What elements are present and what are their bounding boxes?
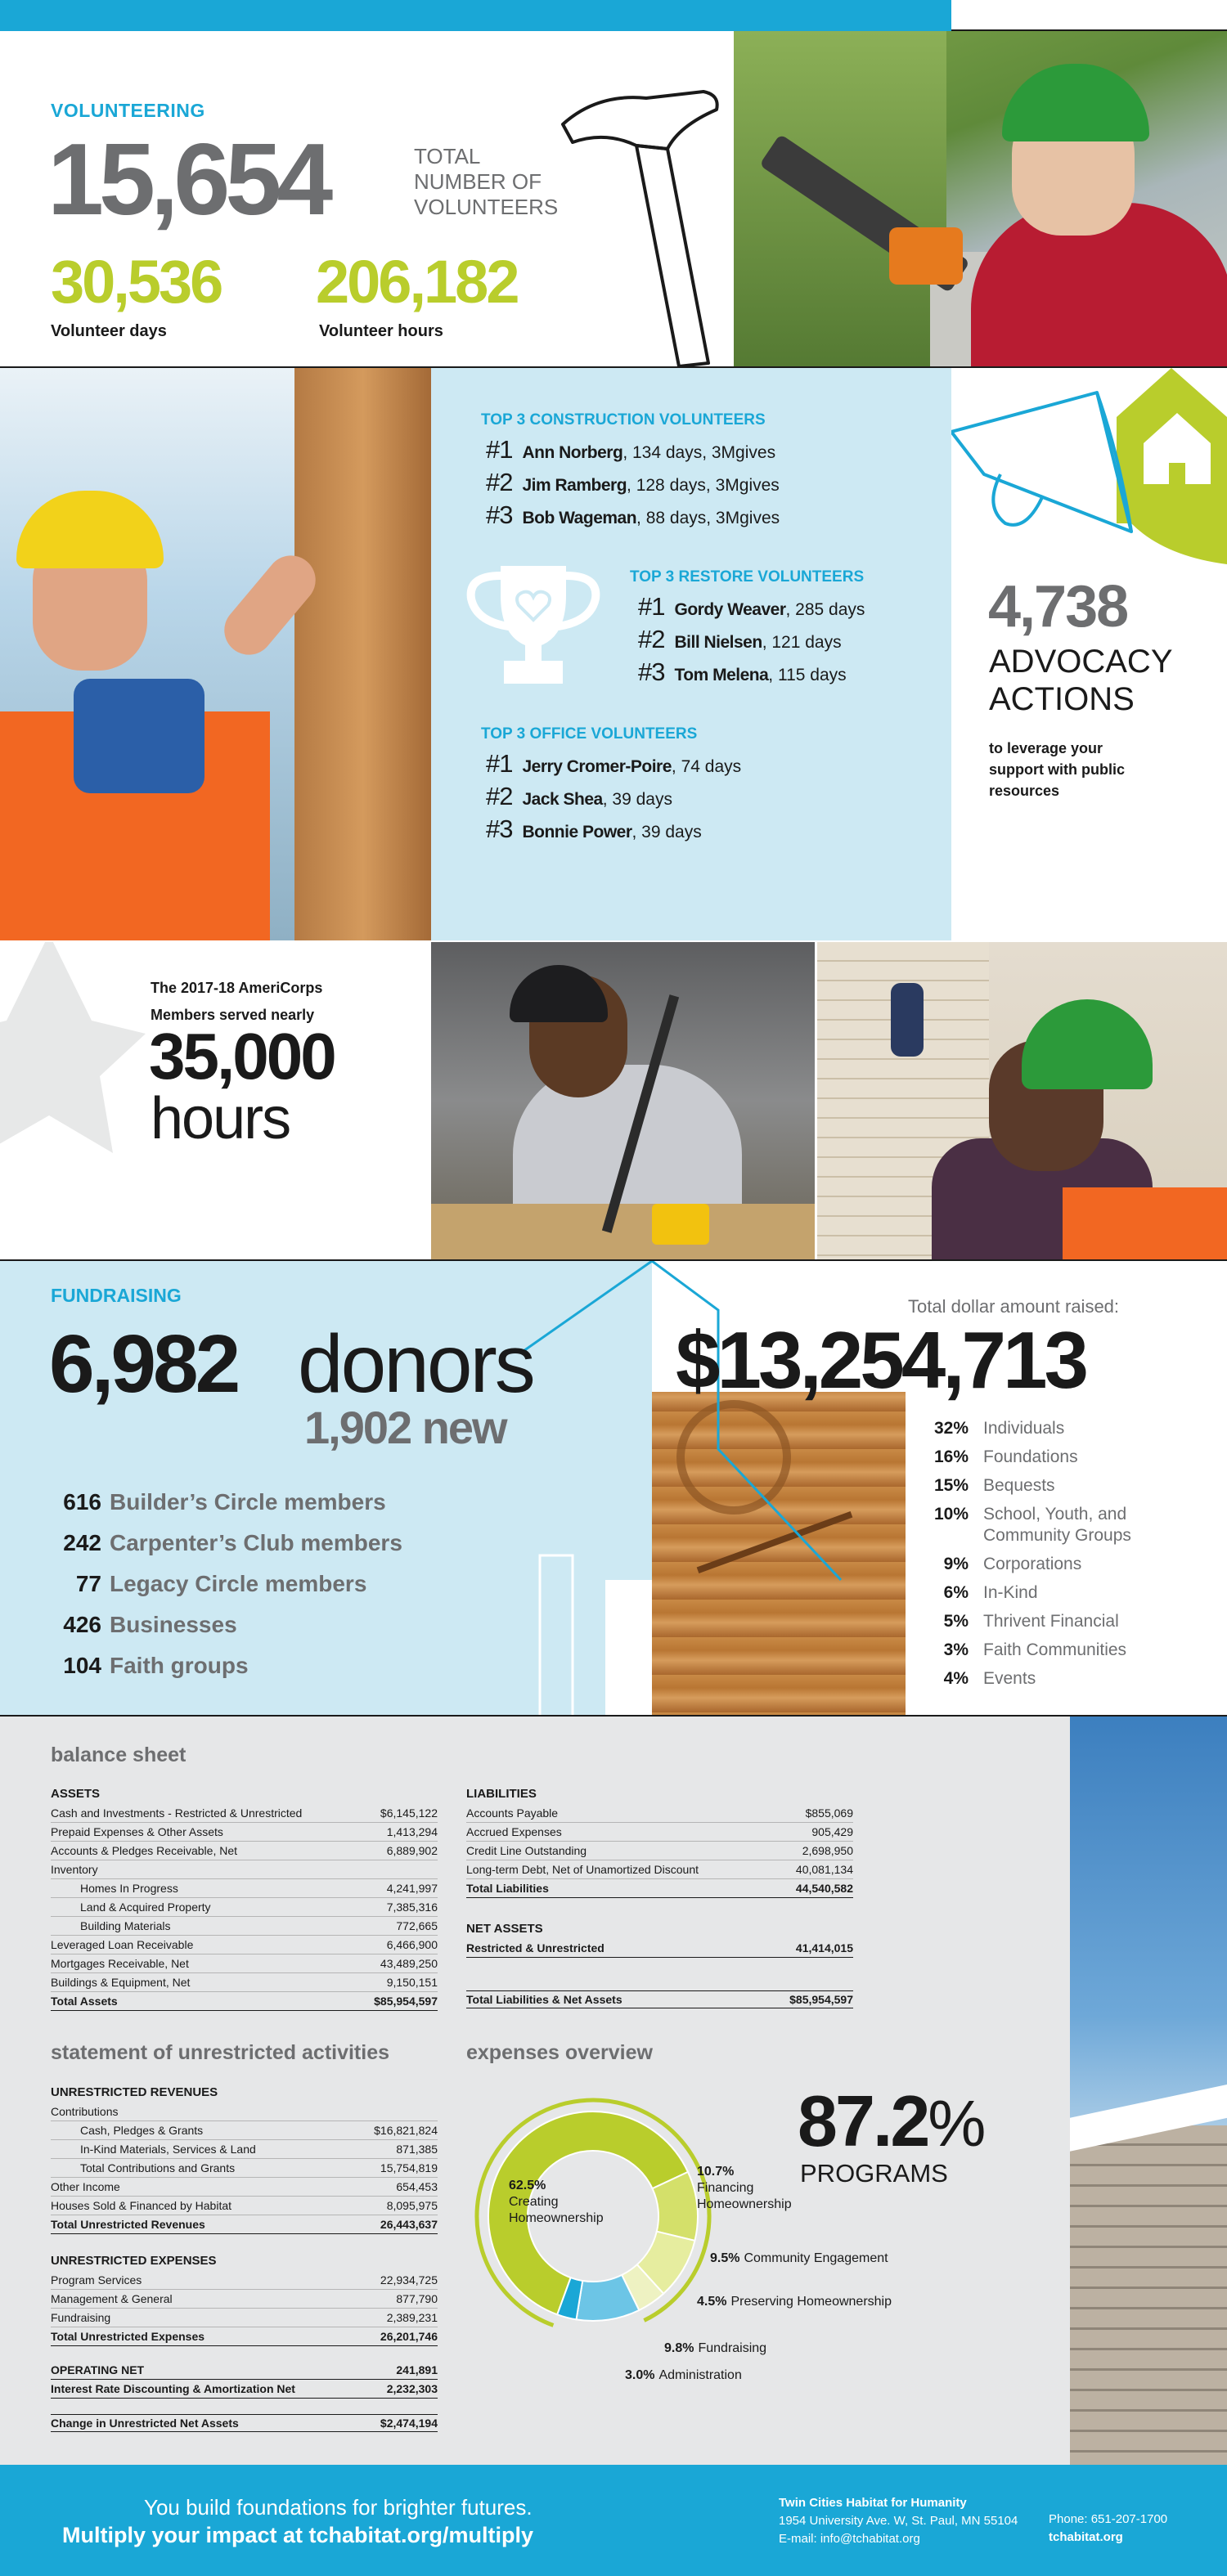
financial-row-label: Homes In Progress	[80, 1882, 178, 1895]
financial-row-value: 772,665	[396, 1919, 438, 1932]
raised-source-label	[983, 1447, 1078, 1468]
raised-source-pct: 5%	[943, 1612, 969, 1631]
footer-bar	[0, 2465, 1227, 2576]
rank-label: #3	[638, 657, 665, 686]
volunteer-name: Bob Wageman	[522, 509, 637, 527]
assets-table	[51, 1804, 438, 2011]
financial-row-value: 2,232,303	[386, 2382, 438, 2395]
financial-row-value: 2,698,950	[802, 1844, 853, 1857]
financial-row-value: $6,145,122	[380, 1806, 438, 1820]
financial-row-label: Houses Sold & Financed by Habitat	[51, 2199, 232, 2212]
rank-label: #2	[486, 468, 513, 496]
top-volunteer-row	[486, 813, 741, 846]
donor-group-row	[49, 1482, 402, 1523]
top-volunteer-row	[486, 747, 741, 780]
financial-row	[51, 1804, 438, 1823]
donor-group-row	[49, 1604, 402, 1645]
rank-label: #3	[486, 500, 513, 529]
financial-row-label: Restricted & Unrestricted	[466, 1941, 605, 1954]
programs-label: PROGRAMS	[800, 2159, 948, 2188]
raised-source-pct: 9%	[943, 1555, 969, 1573]
financial-row-value: 26,443,637	[380, 2218, 438, 2231]
financial-row-label: Prepaid Expenses & Other Assets	[51, 1825, 223, 1838]
raised-source-label	[983, 1640, 1126, 1661]
americorps-hours-value: 35,000	[149, 1020, 335, 1093]
financial-row-value: 43,489,250	[380, 1957, 438, 1970]
volunteer-name: Jack Shea	[522, 790, 603, 809]
financial-row-label: Contributions	[51, 2105, 119, 2118]
financial-row-label: Total Unrestricted Revenues	[51, 2218, 205, 2231]
raised-source-row	[924, 1640, 1131, 1661]
financial-row	[466, 1860, 853, 1879]
financial-row	[51, 2380, 438, 2399]
raised-source-label	[983, 1582, 1038, 1604]
advocacy-value: 4,738	[988, 574, 1128, 640]
financial-row-value: 41,414,015	[795, 1941, 853, 1954]
footer-address: 1954 University Ave. W, St. Paul, MN 55104	[779, 2514, 1018, 2528]
donut-label	[509, 2178, 604, 2227]
volunteer-hours-label: Volunteer hours	[319, 322, 443, 340]
raised-source-pct: 32%	[933, 1419, 969, 1438]
total-liab-net-row: Total Liabilities & Net Assets $85,954,597	[466, 1990, 853, 2008]
new-donors-value: 1,902 new	[304, 1402, 506, 1453]
volunteer-name: Ann Norberg	[522, 443, 623, 462]
footer-tagline-1: You build foundations for brighter futures.	[144, 2495, 533, 2520]
financial-row-label: Cash and Investments - Restricted & Unrestricted	[51, 1806, 303, 1820]
top-volunteer-row	[638, 623, 865, 656]
donor-group-row	[49, 1564, 402, 1604]
financial-row-label: Interest Rate Discounting & Amortization Net	[51, 2382, 295, 2395]
financial-row-label: Accounts Payable	[466, 1806, 559, 1820]
statement-title: statement of unrestricted activities	[51, 2041, 390, 2064]
donut-label	[697, 2164, 792, 2213]
raised-source-label-line: Individuals	[983, 1419, 1065, 1438]
donut-label-pct: 10.7%	[697, 2165, 735, 2179]
raised-source-row	[924, 1475, 1131, 1497]
footer-phone: Phone: 651-207-1700	[1049, 2512, 1168, 2526]
donor-group-row	[49, 1523, 402, 1564]
volunteer-name: Gordy Weaver	[674, 600, 786, 619]
financial-row-label: Cash, Pledges & Grants	[80, 2124, 204, 2137]
rank-label: #1	[486, 435, 513, 464]
footer-site[interactable]: tchabitat.org	[1049, 2530, 1123, 2544]
rank-label: #1	[638, 592, 665, 621]
office-list	[486, 747, 741, 846]
financial-row-value: $16,821,824	[374, 2124, 438, 2137]
financial-row-value: 654,453	[396, 2180, 438, 2193]
raised-source-label	[983, 1504, 1131, 1546]
financial-row-label: Total Assets	[51, 1995, 118, 2008]
financial-row	[466, 1823, 853, 1842]
expenses-heading: UNRESTRICTED EXPENSES	[51, 2254, 217, 2268]
financial-row-value: 6,889,902	[386, 1844, 438, 1857]
financial-row-label: Buildings & Equipment, Net	[51, 1976, 191, 1989]
raised-source-label-line: Community Groups	[983, 1526, 1131, 1545]
raised-source-pct: 6%	[943, 1583, 969, 1602]
volunteer-photo-woman-crowbar	[431, 942, 815, 1259]
raised-source-label-line: Thrivent Financial	[983, 1612, 1119, 1631]
net-assets-heading: NET ASSETS	[466, 1922, 543, 1936]
donor-group-count: 616	[63, 1489, 101, 1515]
donut-label-text: Fundraising	[698, 2341, 767, 2355]
financial-row-value: $85,954,597	[374, 1995, 438, 2008]
raised-source-label	[983, 1668, 1036, 1690]
raised-source-row	[924, 1582, 1131, 1604]
financial-row-label: Total Liabilities	[466, 1882, 549, 1895]
financial-row-label: Fundraising	[51, 2311, 111, 2324]
financial-row	[51, 2197, 438, 2215]
volunteer-photo-man-painting	[817, 942, 1227, 1259]
operating-table	[51, 2361, 438, 2399]
financial-row	[51, 2309, 438, 2327]
top-volunteer-row	[486, 466, 780, 499]
donor-group-label: Legacy Circle members	[110, 1571, 367, 1596]
donut-label-text: Financing	[697, 2181, 754, 2195]
footer-tagline-2: Multiply your impact at tchabitat.org/multiply	[62, 2523, 534, 2547]
financial-row	[466, 1804, 853, 1823]
financial-row-label: Long-term Debt, Net of Unamortized Discount	[466, 1863, 699, 1876]
raised-label: Total dollar amount raised:	[908, 1296, 1120, 1317]
financial-row-value: 877,790	[396, 2292, 438, 2305]
financial-row-label: Accrued Expenses	[466, 1825, 562, 1838]
financial-row	[51, 1973, 438, 1992]
raised-source-label-line: Corporations	[983, 1555, 1082, 1573]
donut-label-pct: 9.8%	[664, 2341, 694, 2355]
volunteer-detail: , 115 days	[768, 666, 847, 684]
donut-label-text: Community Engagement	[744, 2251, 888, 2265]
volunteer-photo-woman	[734, 31, 1227, 366]
assets-heading: ASSETS	[51, 1787, 101, 1801]
financial-row	[51, 2290, 438, 2309]
raised-source-row	[924, 1504, 1131, 1546]
balance-sheet-title: balance sheet	[51, 1744, 187, 1766]
financial-row-value: 22,934,725	[380, 2273, 438, 2287]
financial-row	[51, 1954, 438, 1973]
financial-row-value: 4,241,997	[386, 1882, 438, 1895]
donor-group-label: Builder’s Circle members	[110, 1489, 386, 1515]
volunteer-name: Jerry Cromer-Poire	[522, 757, 672, 776]
programs-stat	[798, 2080, 987, 2161]
financial-row	[51, 1936, 438, 1954]
raised-source-pct: 15%	[933, 1476, 969, 1495]
liabilities-heading: LIABILITIES	[466, 1787, 537, 1801]
raised-source-label-line: Bequests	[983, 1476, 1055, 1495]
financial-row-label: Total Contributions and Grants	[80, 2161, 236, 2174]
change-net-assets-row: Change in Unrestricted Net Assets $2,474,194	[51, 2414, 438, 2432]
donut-label	[710, 2251, 888, 2267]
financial-row-label: Other Income	[51, 2180, 120, 2193]
financial-row	[51, 1917, 438, 1936]
raised-source-row	[924, 1418, 1131, 1439]
financial-row-label: Mortgages Receivable, Net	[51, 1957, 189, 1970]
donor-group-label: Carpenter’s Club members	[110, 1530, 402, 1555]
donut-label-text: Preserving Homeownership	[730, 2295, 892, 2309]
financial-row	[51, 1898, 438, 1917]
advocacy-label: ADVOCACY ACTIONS	[989, 644, 1173, 717]
restore-heading: TOP 3 RESTORE VOLUNTEERS	[630, 568, 865, 586]
volunteer-name: Bonnie Power	[522, 823, 632, 841]
americorps-intro: The 2017-18 AmeriCorps Members served nearly	[151, 980, 323, 1023]
financial-row	[466, 1879, 853, 1898]
americorps-hours-unit: hours	[151, 1086, 290, 1151]
volunteer-days-label: Volunteer days	[51, 322, 167, 340]
rank-label: #1	[486, 749, 513, 778]
financial-row-value: 6,466,900	[386, 1938, 438, 1951]
financial-row-value: 2,389,231	[386, 2311, 438, 2324]
donor-group-label: Businesses	[110, 1612, 237, 1637]
financial-row	[466, 1842, 853, 1860]
financial-row-value: 8,095,975	[386, 2199, 438, 2212]
financial-row-value: 241,891	[396, 2363, 438, 2376]
donut-label-pct: 3.0%	[625, 2368, 655, 2382]
raised-source-label	[983, 1554, 1081, 1575]
raised-source-pct: 3%	[943, 1640, 969, 1659]
financial-row	[51, 2103, 438, 2121]
financial-row-label: Land & Acquired Property	[80, 1901, 211, 1914]
raised-source-label	[983, 1475, 1055, 1497]
financial-row	[51, 2327, 438, 2346]
donut-label-text: Administration	[658, 2368, 742, 2382]
donut-label-text: Homeownership	[509, 2211, 604, 2225]
financial-row-value: 905,429	[811, 1825, 853, 1838]
financial-row-label: Inventory	[51, 1863, 98, 1876]
financial-row-label: Total Unrestricted Expenses	[51, 2330, 205, 2343]
volunteer-photo-man-hardhat	[0, 368, 431, 940]
fundraising-heading: FUNDRAISING	[51, 1285, 182, 1306]
raised-source-pct: 16%	[933, 1447, 969, 1466]
financial-row	[51, 2271, 438, 2290]
rank-label: #3	[486, 815, 513, 843]
megaphone-house-icon	[951, 368, 1227, 572]
volunteer-detail: , 285 days	[785, 600, 865, 619]
financial-row-label: Accounts & Pledges Receivable, Net	[51, 1844, 238, 1857]
top-volunteer-row	[638, 656, 865, 689]
donut-label-text: Creating	[509, 2195, 559, 2209]
financial-row	[51, 1842, 438, 1860]
financial-row-value: 15,754,819	[380, 2161, 438, 2174]
financial-row-value: $855,069	[805, 1806, 853, 1820]
volunteer-hours-value: 206,182	[316, 248, 518, 316]
financial-row-value: 40,081,134	[795, 1863, 853, 1876]
raised-source-row	[924, 1611, 1131, 1632]
donor-groups-list	[49, 1482, 402, 1686]
financial-row	[51, 2121, 438, 2140]
donut-label-pct: 62.5%	[509, 2179, 546, 2192]
hammer-icon	[556, 67, 728, 370]
programs-percent: %	[928, 2087, 987, 2160]
volunteer-name: Tom Melena	[674, 666, 769, 684]
volunteering-heading: VOLUNTEERING	[51, 100, 205, 121]
revenues-table	[51, 2103, 438, 2234]
expenses-overview-title: expenses overview	[466, 2041, 653, 2064]
volunteer-detail: , 39 days	[631, 823, 702, 841]
financial-row	[51, 2140, 438, 2159]
volunteer-name: Jim Ramberg	[522, 476, 627, 495]
financial-row	[466, 1939, 853, 1958]
raised-source-label-line: Events	[983, 1669, 1036, 1688]
top-volunteer-row	[486, 780, 741, 813]
construction-heading: TOP 3 CONSTRUCTION VOLUNTEERS	[481, 411, 766, 429]
raised-value: $13,254,713	[676, 1315, 1085, 1405]
volunteer-detail: , 74 days	[671, 757, 742, 776]
donors-label: donors	[298, 1318, 533, 1410]
volunteer-detail: , 121 days	[762, 633, 842, 652]
top-volunteer-row	[638, 590, 865, 623]
raised-source-row	[924, 1447, 1131, 1468]
volunteer-detail: , 39 days	[602, 790, 672, 809]
rank-label: #2	[638, 625, 665, 653]
raised-source-label-line: Faith Communities	[983, 1640, 1127, 1659]
net-assets-table	[466, 1939, 853, 1958]
donut-label	[697, 2294, 892, 2310]
raised-source-label-line: School, Youth, and	[983, 1505, 1127, 1524]
raised-source-pct: 4%	[943, 1669, 969, 1688]
financial-row-value: 1,413,294	[386, 1825, 438, 1838]
financial-row-label: Credit Line Outstanding	[466, 1844, 587, 1857]
construction-list	[486, 433, 780, 532]
donors-value: 6,982	[49, 1318, 238, 1410]
financial-row-label: OPERATING NET	[51, 2363, 145, 2376]
top-volunteer-row	[486, 499, 780, 532]
financial-row	[51, 1823, 438, 1842]
donor-group-count: 77	[75, 1571, 101, 1596]
rank-label: #2	[486, 782, 513, 810]
raised-source-row	[924, 1554, 1131, 1575]
donor-group-row	[49, 1645, 402, 1686]
volunteer-detail: , 128 days, 3Mgives	[627, 476, 780, 495]
financial-row	[51, 2215, 438, 2234]
footer-email[interactable]: E-mail: info@tchabitat.org	[779, 2532, 920, 2546]
total-volunteers-value: 15,654	[47, 123, 329, 236]
office-heading: TOP 3 OFFICE VOLUNTEERS	[481, 725, 698, 743]
financial-row	[51, 2361, 438, 2380]
trophy-icon	[463, 563, 604, 687]
volunteer-name: Bill Nielsen	[674, 633, 762, 652]
financial-row-label: In-Kind Materials, Services & Land	[80, 2143, 256, 2156]
financial-row-label: Building Materials	[80, 1919, 171, 1932]
volunteer-detail: , 88 days, 3Mgives	[636, 509, 780, 527]
donut-label-pct: 9.5%	[710, 2251, 740, 2265]
donut-label	[664, 2340, 766, 2357]
top-volunteer-row	[486, 433, 780, 466]
financial-row	[51, 2159, 438, 2178]
star-icon	[0, 942, 147, 1155]
financial-row	[51, 1879, 438, 1898]
donut-label	[625, 2367, 742, 2384]
financial-row-label: Management & General	[51, 2292, 173, 2305]
raised-source-label	[983, 1418, 1064, 1439]
financial-row-label: Leveraged Loan Receivable	[51, 1938, 194, 1951]
raised-source-label-line: In-Kind	[983, 1583, 1038, 1602]
raised-source-row	[924, 1668, 1131, 1690]
financial-row-value: 26,201,746	[380, 2330, 438, 2343]
top-accent-bar	[0, 0, 951, 31]
financial-row-value: 9,150,151	[386, 1976, 438, 1989]
financial-row-value: 7,385,316	[386, 1901, 438, 1914]
raised-source-pct: 10%	[933, 1505, 969, 1524]
donor-group-count: 242	[63, 1530, 101, 1555]
raised-source-label	[983, 1611, 1119, 1632]
financial-row-label: Program Services	[51, 2273, 142, 2287]
financial-row	[51, 1860, 438, 1879]
expenses-table	[51, 2271, 438, 2346]
donor-group-label: Faith groups	[110, 1653, 249, 1678]
donut-label-pct: 4.5%	[697, 2295, 727, 2309]
footer-contact	[779, 2494, 1018, 2548]
footer-org: Twin Cities Habitat for Humanity	[779, 2496, 967, 2510]
restore-list	[638, 590, 865, 689]
donor-group-count: 426	[63, 1612, 101, 1637]
donor-group-count: 104	[63, 1653, 101, 1678]
raised-source-label-line: Foundations	[983, 1447, 1078, 1466]
volunteer-days-value: 30,536	[51, 248, 222, 316]
donut-label-text: Homeownership	[697, 2197, 792, 2211]
raised-sources-list	[924, 1418, 1131, 1697]
advocacy-description: to leverage your support with public resources	[989, 740, 1125, 799]
revenues-heading: UNRESTRICTED REVENUES	[51, 2085, 218, 2099]
house-siding-photo	[1070, 1717, 1227, 2465]
liabilities-table	[466, 1804, 853, 1898]
financial-row-value: 44,540,582	[795, 1882, 853, 1895]
financial-row-value: 871,385	[396, 2143, 438, 2156]
total-volunteers-label: TOTAL NUMBER OF VOLUNTEERS	[414, 144, 559, 219]
financial-row	[51, 2178, 438, 2197]
volunteer-detail: , 134 days, 3Mgives	[622, 443, 776, 462]
financial-row	[51, 1992, 438, 2011]
programs-value: 87.2	[798, 2080, 928, 2161]
